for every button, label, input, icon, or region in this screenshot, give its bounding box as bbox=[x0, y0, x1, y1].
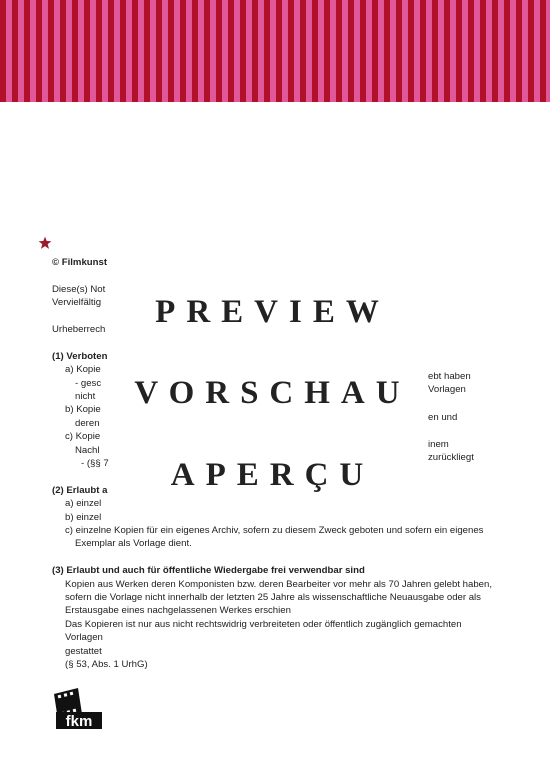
body-line: gestattet bbox=[65, 645, 102, 657]
text-fragment: Vorlagen bbox=[428, 384, 466, 395]
list-item: Exemplar als Vorlage dient. bbox=[75, 538, 192, 550]
watermark-apercu: APERÇU bbox=[170, 457, 375, 493]
copyright-line: © Filmkunst bbox=[52, 257, 108, 268]
list-item: b) Kopie bbox=[65, 404, 101, 416]
intro-line: Diese(s) Not bbox=[52, 283, 106, 295]
body-line: Das Kopieren ist nur aus nicht rechtswidrig verbreiteten oder öffentlich zugänglich gemachten Vorlagen bbox=[65, 618, 462, 644]
intro-line: Vervielfältig bbox=[52, 297, 102, 309]
list-item: - (§§ 7 bbox=[81, 458, 109, 470]
section-1-heading: (1) Verboten bbox=[52, 350, 108, 362]
body-line: Erstausgabe eines nachgelassenen Werkes erschien bbox=[65, 605, 291, 617]
body-line: (§ 53, Abs. 1 UrhG) bbox=[65, 659, 148, 671]
section-2-heading: (2) Erlaubt a bbox=[52, 484, 108, 496]
list-item: c) Kopie bbox=[65, 431, 101, 443]
body-line: sofern die Vorlage nicht innerhalb der letzten 25 Jahre als wissenschaftliche Neuausgabe oder als bbox=[65, 592, 481, 604]
list-item: Nachl bbox=[75, 444, 100, 456]
body-line: Kopien aus Werken deren Komponisten bzw. deren Bearbeiter vor mehr als 70 Jahren gelebt haben, bbox=[65, 578, 493, 590]
list-item: deren bbox=[75, 417, 100, 429]
text-fragment: inem bbox=[428, 439, 449, 450]
watermark-vorschau: VORSCHAU bbox=[134, 375, 411, 411]
text-fragment: en und bbox=[428, 412, 458, 423]
svg-text:fkm: fkm bbox=[65, 713, 93, 730]
header-stripes bbox=[0, 0, 550, 102]
list-item: - gesc bbox=[75, 377, 102, 389]
list-item: c) einzelne Kopien für ein eigenes Archiv, sofern zu diesem Zweck geboten und sofern ein eigenes bbox=[65, 525, 484, 537]
watermark-preview: PREVIEW bbox=[155, 294, 390, 330]
urheber-line: Urheberrech bbox=[52, 324, 106, 335]
list-item: a) einzel bbox=[65, 498, 102, 510]
list-item: nicht bbox=[75, 391, 96, 403]
list-item: b) einzel bbox=[65, 511, 102, 523]
section-3-heading: (3) Erlaubt und auch für öffentliche Wiedergabe frei verwendbar sind bbox=[52, 565, 365, 577]
text-fragment: ebt haben bbox=[428, 371, 471, 382]
fkm-logo bbox=[52, 688, 104, 730]
list-item: a) Kopie bbox=[65, 364, 101, 376]
star-icon bbox=[38, 236, 52, 250]
text-fragment: zurückliegt bbox=[428, 452, 474, 463]
